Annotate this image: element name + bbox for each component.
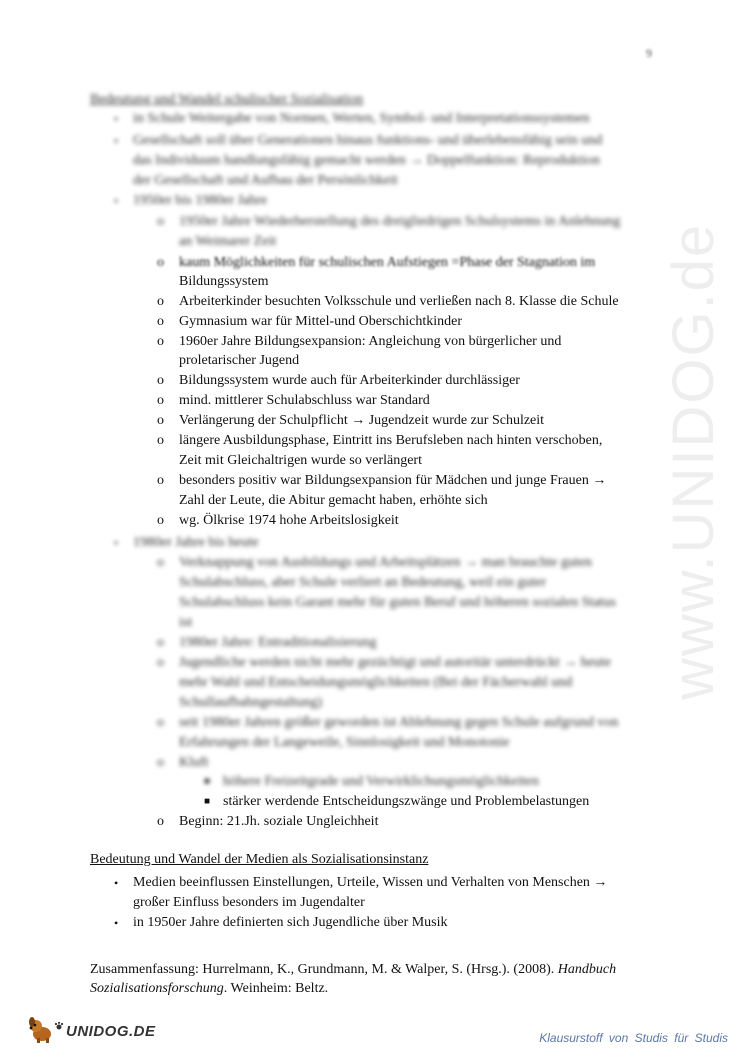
watermark: www.UNIDOG.de (661, 222, 726, 700)
section-heading-school: Bedeutung und Wandel schulischer Sozialisation (90, 92, 364, 107)
reference-line-1: Zusammenfassung: Hurrelmann, K., Grundmann, M. & Walper, S. (Hrsg.). (2008). Handbuch (90, 962, 617, 977)
dog-icon (26, 1014, 56, 1049)
footer-tagline: Klausurstoff von Studis für Studis (539, 1031, 728, 1045)
unidog-logo[interactable] (26, 1014, 156, 1049)
paw-icon (54, 1018, 64, 1036)
section-heading-media: Bedeutung und Wandel der Medien als Sozialisationsinstanz (90, 852, 429, 867)
page-number: 9 (646, 46, 652, 60)
reference-line-2: Sozialisationsforschung. Weinheim: Beltz. (90, 981, 329, 996)
logo-text: UNIDOG.DE (66, 1023, 156, 1040)
